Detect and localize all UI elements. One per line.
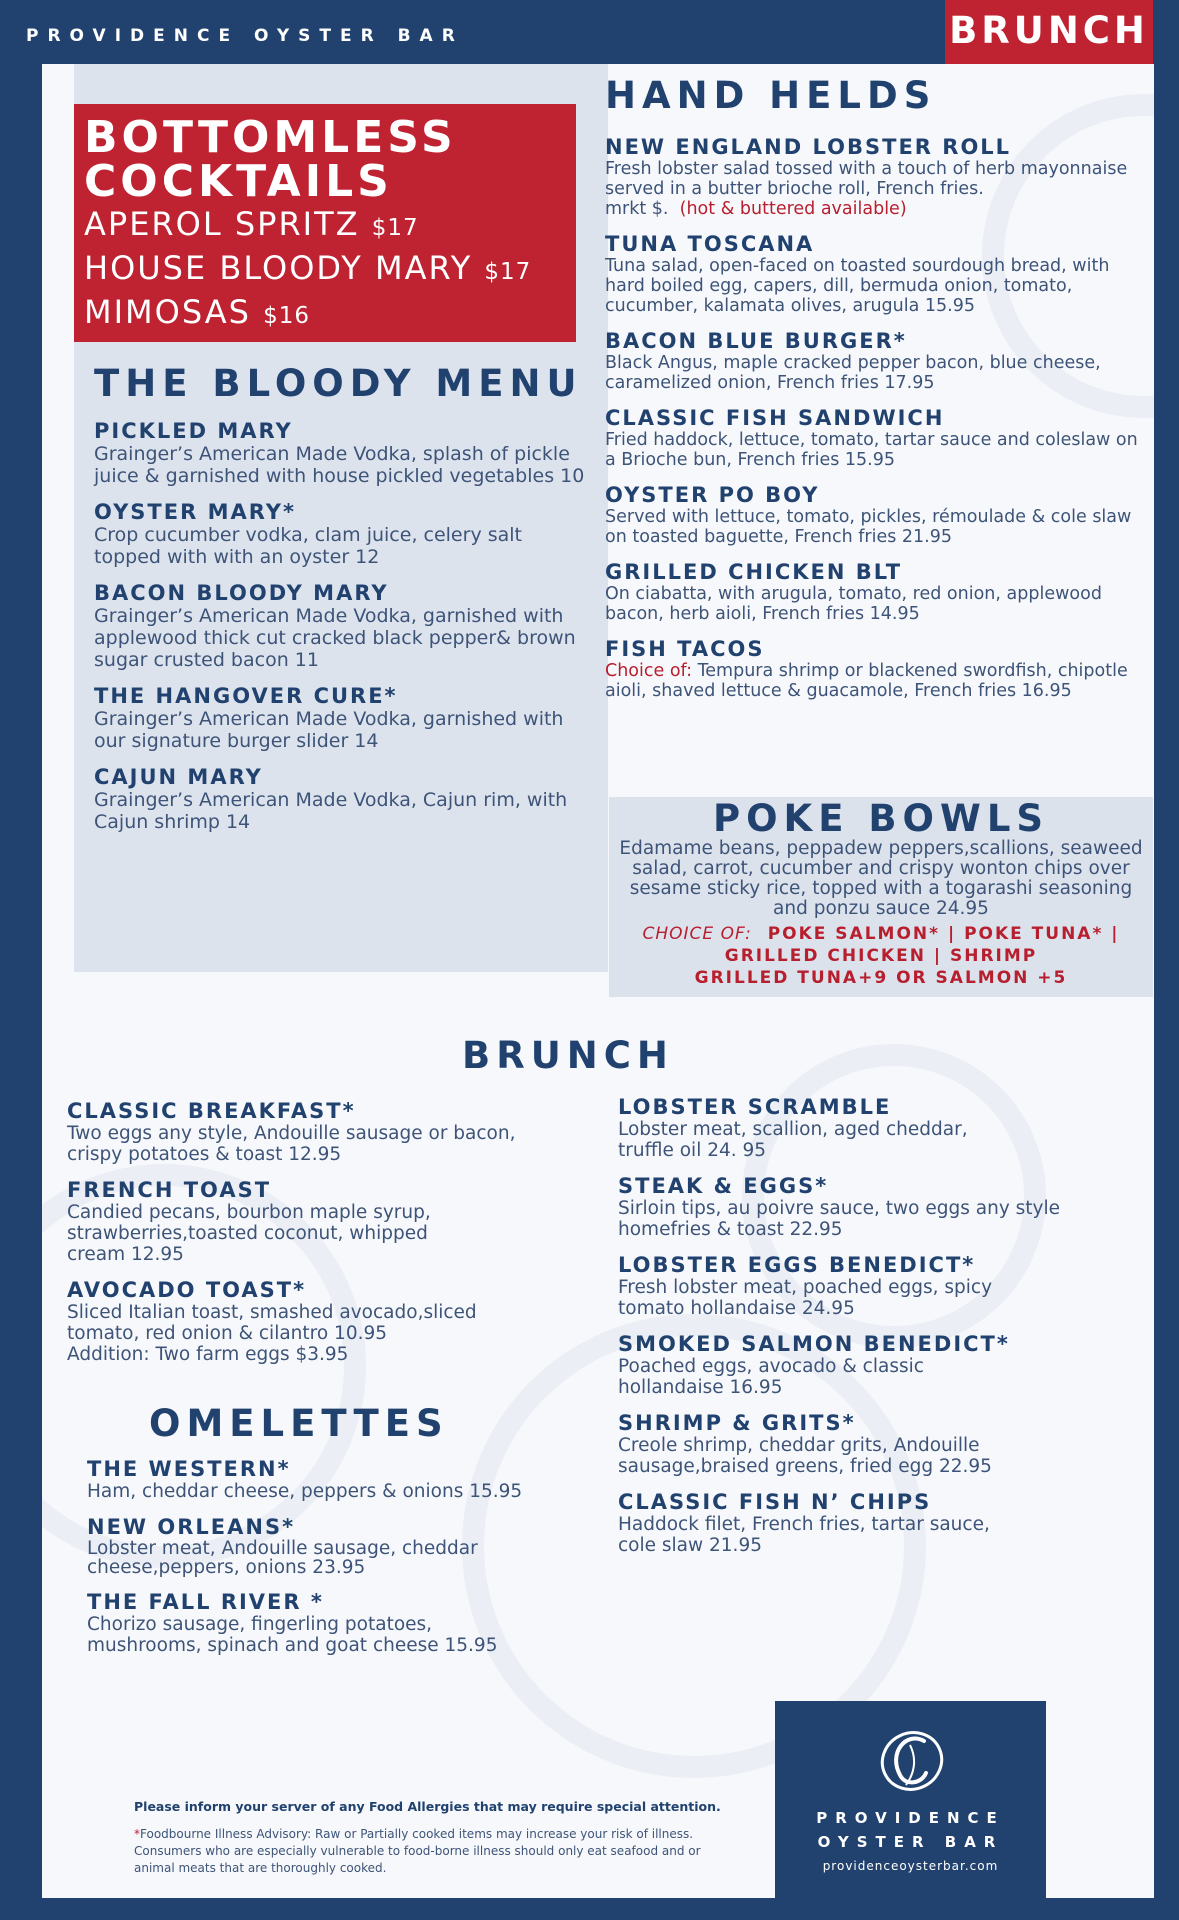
item-description: Candied pecans, bourbon maple syrup, strawberries,toasted coconut, whipped cream 12.95: [67, 1202, 431, 1265]
item-name: BACON BLOODY MARY: [94, 581, 389, 605]
cocktail-item: [84, 248, 576, 292]
menu-item: [618, 1332, 1118, 1398]
item-name: OYSTER PO BOY: [605, 483, 820, 507]
item-description: Haddock filet, French fries, tartar sauce, cole slaw 21.95: [618, 1514, 990, 1556]
item-description: Grainger’s American Made Vodka, splash of pickle juice & garnished with house pickled vegetables 10: [94, 443, 585, 487]
menu-item: [618, 1095, 1118, 1161]
item-name: SHRIMP & GRITS*: [618, 1411, 856, 1435]
menu-item: [94, 684, 594, 752]
item-description: Two eggs any style, Andouille sausage or bacon, crispy potatoes & toast 12.95: [67, 1123, 516, 1165]
bottomless-cocktails-box: [74, 104, 576, 342]
item-description: Ham, cheddar cheese, peppers & onions 15.95: [87, 1481, 523, 1502]
item-addition: Addition: Two farm eggs $3.95: [67, 1344, 349, 1365]
item-description-text: Tempura shrimp or blackened swordfish, chipotle aioli, shaved lettuce & guacamole, French fries 16.95: [605, 661, 1128, 701]
cocktail-price: $17: [371, 215, 419, 241]
menu-item: [87, 1590, 557, 1656]
item-name: SMOKED SALMON BENEDICT*: [618, 1332, 1010, 1356]
menu-item: [605, 135, 1145, 219]
item-name: CLASSIC BREAKFAST*: [67, 1099, 356, 1123]
menu-item: [67, 1099, 567, 1165]
item-name: AVOCADO TOAST*: [67, 1278, 307, 1302]
hand-helds-section: [605, 74, 1145, 714]
menu-item: [94, 765, 594, 833]
logo-line1: PROVIDENCE: [816, 1809, 1005, 1827]
item-price-line: [605, 199, 1145, 219]
oyster-bar-logo-icon: [866, 1723, 956, 1803]
item-description: Poached eggs, avocado & classic hollandaise 16.95: [618, 1356, 924, 1398]
restaurant-name-header: PROVIDENCE OYSTER BAR: [26, 26, 464, 46]
item-name: LOBSTER SCRAMBLE: [618, 1095, 892, 1119]
item-description: Black Angus, maple cracked pepper bacon, blue cheese, caramelized onion, French fries 17.95: [605, 353, 1101, 393]
poke-bowls-title: POKE BOWLS: [712, 797, 1050, 840]
item-description: Fresh lobster salad tossed with a touch of herb mayonnaise served in a butter brioche roll, French fries.: [605, 159, 1128, 199]
menu-item: [605, 483, 1145, 547]
menu-item: [94, 581, 594, 671]
poke-choices: [609, 923, 1153, 989]
advisory-asterisk: *: [134, 1827, 140, 1841]
choice-text: POKE SALMON* | POKE TUNA* |: [767, 924, 1120, 944]
cocktail-item: [84, 292, 576, 336]
cocktail-price: $16: [263, 303, 311, 329]
item-name: CLASSIC FISH SANDWICH: [605, 406, 945, 430]
cocktails-title-line2: COCKTAILS: [84, 156, 393, 207]
bloody-menu-section: [94, 362, 594, 846]
menu-item: [605, 560, 1145, 624]
choice-label: Choice of:: [605, 661, 692, 681]
menu-item: [618, 1253, 1118, 1319]
menu-item: [94, 500, 594, 568]
menu-item: [605, 329, 1145, 393]
menu-item: [87, 1515, 557, 1577]
item-name: STEAK & EGGS*: [618, 1174, 829, 1198]
brunch-badge: BRUNCH: [945, 0, 1153, 64]
item-description: Lobster meat, scallion, aged cheddar, truffle oil 24. 95: [618, 1119, 968, 1161]
poke-description: Edamame beans, peppadew peppers,scallions, seaweed salad, carrot, cucumber and crispy wonton chips over sesame sticky rice, topped with a togarashi seasoning and ponzu sauce 24.95: [619, 838, 1143, 919]
item-name: BACON BLUE BURGER*: [605, 329, 907, 353]
item-name: TUNA TOSCANA: [605, 232, 815, 256]
brunch-right-column: [618, 1095, 1118, 1569]
item-name: NEW ORLEANS*: [87, 1515, 296, 1539]
item-description: Lobster meat, Andouille sausage, cheddar cheese,peppers, onions 23.95: [87, 1538, 478, 1578]
cocktail-price: $17: [484, 259, 532, 285]
cocktail-name: MIMOSAS: [84, 293, 251, 331]
item-name: FISH TACOS: [605, 637, 765, 661]
item-name: THE FALL RIVER *: [87, 1590, 324, 1614]
item-name: OYSTER MARY*: [94, 500, 296, 524]
item-description: Fresh lobster meat, poached eggs, spicy tomato hollandaise 24.95: [618, 1277, 993, 1319]
menu-item: [87, 1457, 557, 1502]
market-price: mrkt $.: [605, 199, 669, 219]
choice-label: CHOICE OF:: [642, 924, 752, 944]
menu-item: [618, 1490, 1118, 1556]
cocktail-name: APEROL SPRITZ: [84, 205, 360, 243]
bloody-menu-title: THE BLOODY MENU: [94, 362, 583, 405]
menu-paper: [42, 64, 1154, 1898]
menu-item: [605, 637, 1145, 701]
item-description: Grainger’s American Made Vodka, garnished with our signature burger slider 14: [94, 708, 564, 752]
illness-advisory: [134, 1826, 734, 1877]
item-note: (hot & buttered available): [679, 199, 907, 219]
poke-choice-line: GRILLED CHICKEN | SHRIMP: [724, 946, 1038, 966]
item-description: Crop cucumber vodka, clam juice, celery salt topped with with an oyster 12: [94, 524, 522, 568]
website-url[interactable]: providenceoysterbar.com: [822, 1859, 999, 1873]
item-name: THE HANGOVER CURE*: [94, 684, 398, 708]
poke-choice-line: [609, 923, 1153, 945]
cocktails-title-line1: BOTTOMLESS: [84, 112, 457, 163]
logo-block: [775, 1701, 1046, 1898]
menu-item: [605, 232, 1145, 316]
item-name: CLASSIC FISH N’ CHIPS: [618, 1490, 932, 1514]
menu-item: [618, 1411, 1118, 1477]
hand-helds-title: HAND HELDS: [605, 74, 937, 117]
item-description: Chorizo sausage, fingerling potatoes, mushrooms, spinach and goat cheese 15.95: [87, 1614, 498, 1656]
omelettes-section: [87, 1402, 557, 1669]
item-name: PICKLED MARY: [94, 419, 293, 443]
cocktail-name: HOUSE BLOODY MARY: [84, 249, 473, 287]
logo-line2: OYSTER BAR: [817, 1833, 1004, 1851]
cocktail-item: [84, 204, 576, 248]
item-name: THE WESTERN*: [87, 1457, 291, 1481]
omelettes-title: OMELETTES: [149, 1402, 449, 1445]
item-description: Creole shrimp, cheddar grits, Andouille sausage,braised greens, fried egg 22.95: [618, 1435, 992, 1477]
item-name: LOBSTER EGGS BENEDICT*: [618, 1253, 976, 1277]
item-description: Grainger’s American Made Vodka, Cajun rim, with Cajun shrimp 14: [94, 789, 568, 833]
menu-item: [605, 406, 1145, 470]
poke-bowls-panel: [609, 797, 1153, 997]
allergy-notice: Please inform your server of any Food Allergies that may require special attention.: [134, 1799, 721, 1814]
item-description: Fried haddock, lettuce, tomato, tartar sauce and coleslaw on a Brioche bun, French fries 15.95: [605, 430, 1138, 470]
item-description: Sliced Italian toast, smashed avocado,sliced tomato, red onion & cilantro 10.95: [67, 1302, 477, 1344]
menu-item: [618, 1174, 1118, 1240]
menu-item: [94, 419, 594, 487]
item-description: Tuna salad, open-faced on toasted sourdough bread, with hard boiled egg, capers, dill, bermuda onion, tomato, cucumber, kalamata olives, arugula 15.95: [605, 256, 1110, 316]
brunch-left-column: [67, 1099, 567, 1378]
advisory-text: Foodbourne Illness Advisory: Raw or Partially cooked items may increase your risk of illness. Consumers who are especially vulnerable to food-borne illness should only eat seafood and or animal meats that are thoroughly cooked.: [134, 1827, 701, 1875]
item-description: On ciabatta, with arugula, tomato, red onion, applewood bacon, herb aioli, French fries 14.95: [605, 584, 1102, 624]
menu-item: [67, 1178, 567, 1265]
brunch-title: BRUNCH: [462, 1034, 674, 1077]
footer-notes: [134, 1799, 774, 1877]
poke-choice-line: GRILLED TUNA+9 OR SALMON +5: [694, 968, 1068, 988]
item-name: NEW ENGLAND LOBSTER ROLL: [605, 135, 1012, 159]
item-name: GRILLED CHICKEN BLT: [605, 560, 903, 584]
item-name: FRENCH TOAST: [67, 1178, 272, 1202]
menu-item: [67, 1278, 567, 1365]
item-description: Served with lettuce, tomato, pickles, rémoulade & cole slaw on toasted baguette, French fries 21.95: [605, 507, 1132, 547]
item-description: Grainger’s American Made Vodka, garnished with applewood thick cut cracked black pepper& brown sugar crusted bacon 11: [94, 605, 576, 671]
item-name: CAJUN MARY: [94, 765, 263, 789]
item-description: [605, 661, 1145, 701]
item-description: Sirloin tips, au poivre sauce, two eggs any style homefries & toast 22.95: [618, 1198, 1061, 1240]
